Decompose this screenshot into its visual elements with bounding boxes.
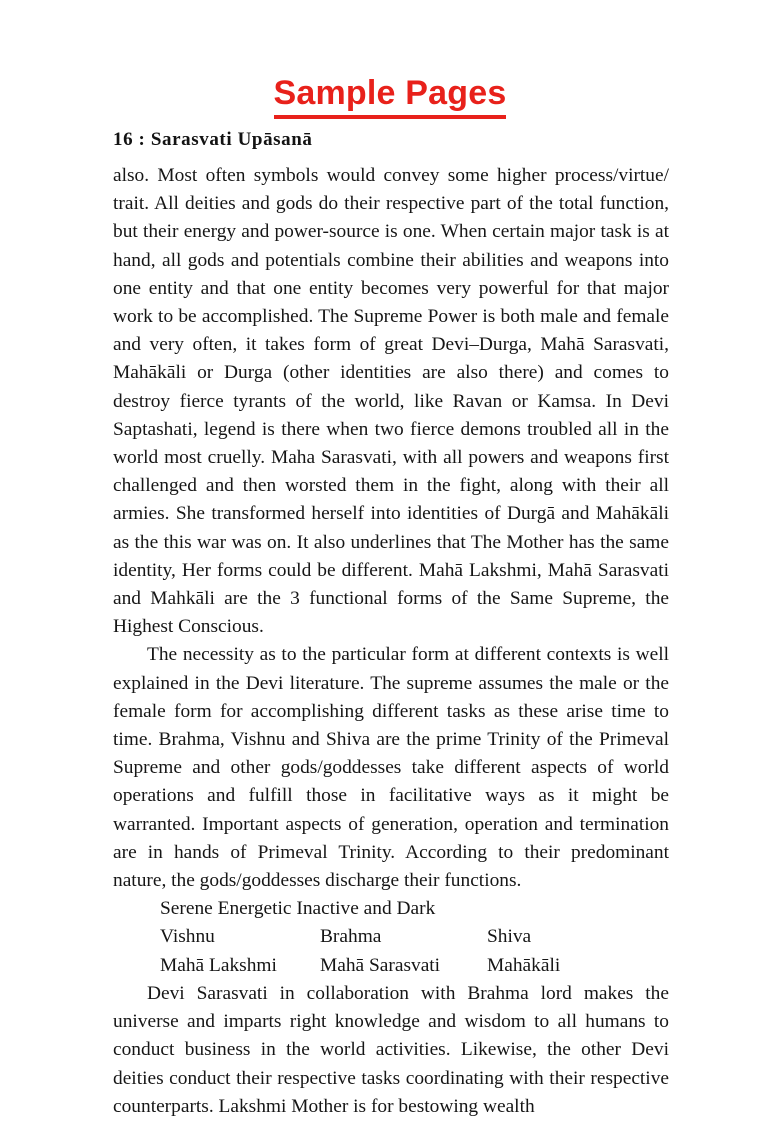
paragraph-devi-sarasvati: Devi Sarasvati in collaboration with Brahma lord makes the universe and imparts right knowledge and wisdom to all humans to conduct business in the world activities. Likewise, the other Devi deities conduct their respective tasks coordinating with their respective counterparts. Lakshmi Mother is for bestowing wealth: [113, 982, 669, 1117]
table-cell-deity-serene: Vishnu: [160, 926, 215, 948]
table-cell-deity-dark: Shiva: [487, 926, 532, 948]
table-cell-consort-energetic: Mahā Sarasvati: [320, 954, 441, 976]
attribute-table: [113, 895, 669, 980]
body-text-column: [113, 162, 669, 1121]
table-row: [160, 923, 669, 951]
table-cell-deity-energetic: Brahma: [320, 926, 382, 948]
sample-pages-banner: [0, 74, 780, 119]
paragraph-continuation: also. Most often symbols would convey some higher process/virtue/ trait. All deities and gods do their respective part of the total function, but their energy and power-source is one. When certain major task is at hand, all gods and potentials combine their abilities and weapons into one entity and that one entity becomes very powerful for that major work to be accomplished. The Supreme Power is both male and female and very often, it takes form of great Devi–Durga, Mahā Sarasvati, Mahākāli or Durga (other identities are also there) and comes to destroy fierce tyrants of the world, like Ravan or Kamsa. In Devi Saptashati, legend is there when two fierce demons troubled all in the world most cruelly. Maha Sarasvati, with all powers and weapons first challenged and then worsted them in the fight, along with their all armies. She transformed herself into identities of Durgā and Mahākāli as the this war was on. It also underlines that The Mother has the same identity, Her forms could be different. Mahā Lakshmi, Mahā Sarasvati and Mahkāli are the 3 functional forms of the Same Supreme, the Highest Conscious.: [113, 165, 669, 638]
table-row: [160, 952, 669, 980]
running-head: 16 : Sarasvati Upāsanā: [113, 129, 313, 150]
table-cell-consort-serene: Mahā Lakshmi: [160, 954, 277, 976]
page-title: Sample Pages: [274, 74, 507, 119]
table-cell-consort-dark: Mahākāli: [487, 954, 561, 976]
paragraph-necessity-of-form: The necessity as to the particular form at different contexts is well explained in the Devi literature. The supreme assumes the male or the female form for accomplishing different tasks as these arise time to time. Brahma, Vishnu and Shiva are the prime Trinity of the Primeval Supreme and other gods/goddesses take different aspects of world operations and fulfill those in facilitative ways as it might be warranted. Important aspects of generation, operation and termination are in hands of Primeval Trinity. According to their predominant nature, the gods/goddesses discharge their functions.: [113, 644, 669, 892]
attribute-table-heading: Serene Energetic Inactive and Dark: [160, 898, 436, 920]
